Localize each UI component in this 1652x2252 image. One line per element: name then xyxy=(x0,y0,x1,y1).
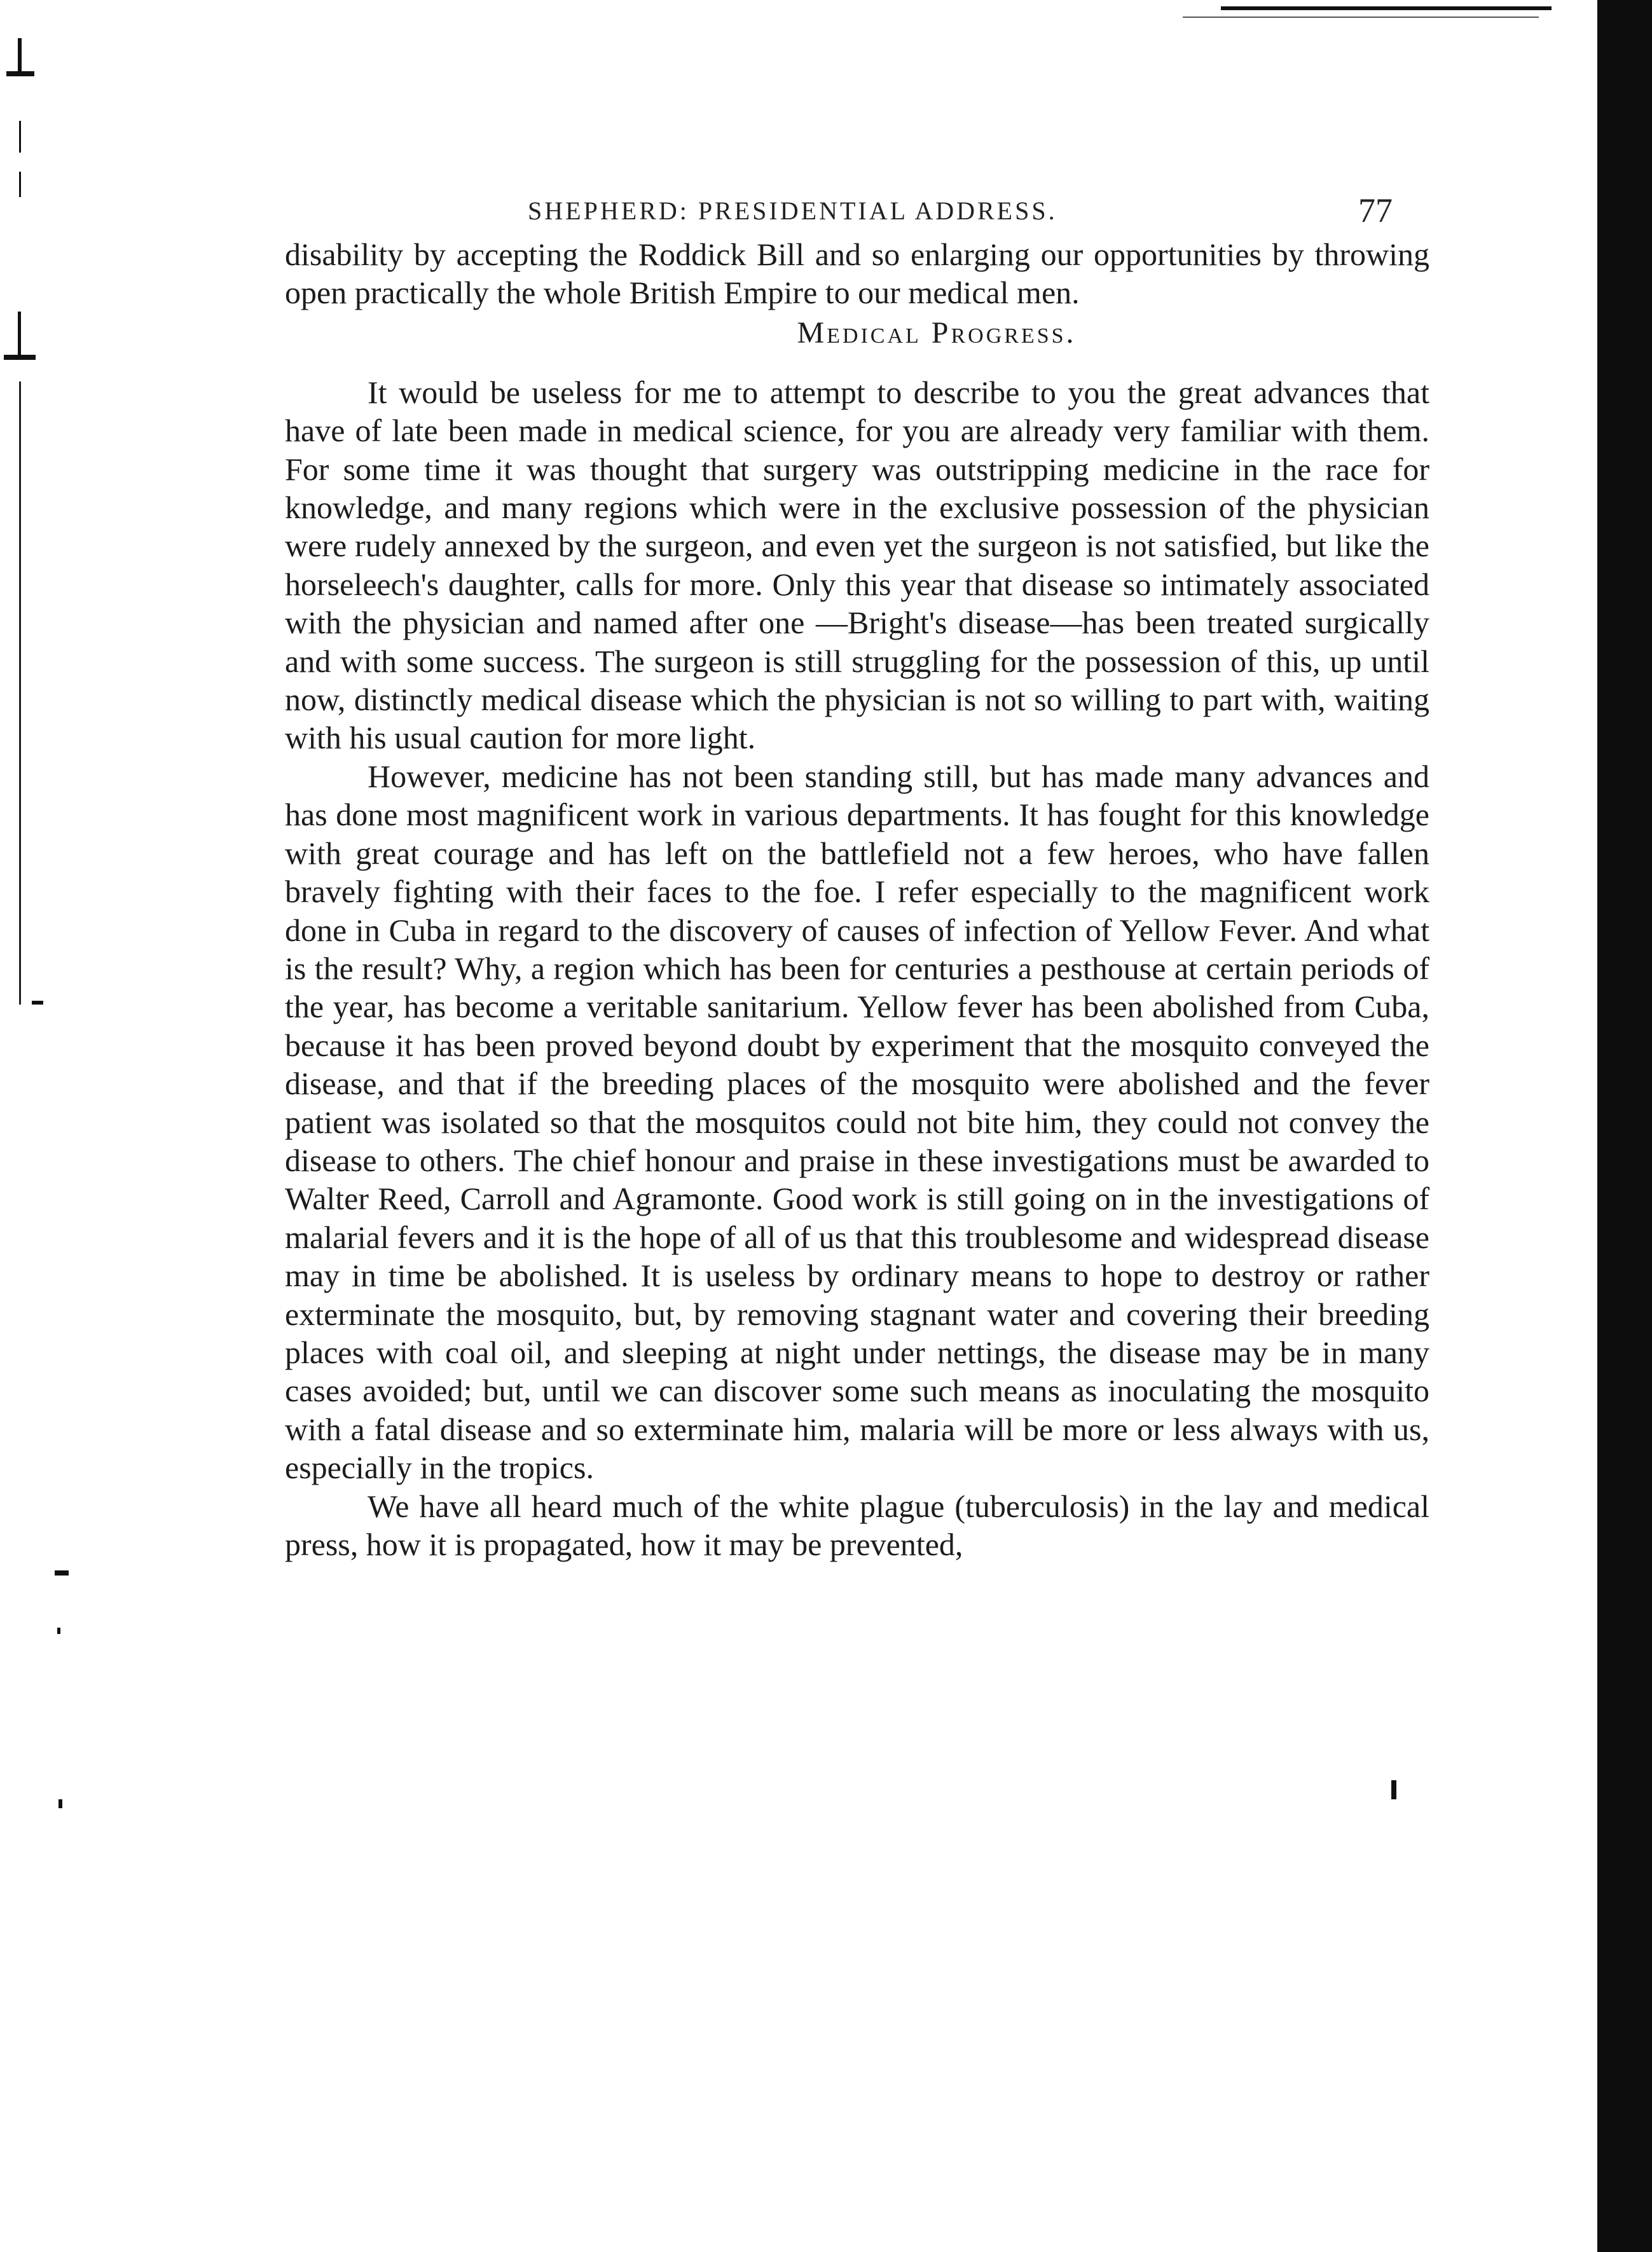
margin-mark xyxy=(4,355,36,360)
margin-mark xyxy=(19,121,21,153)
scan-edge-shadow xyxy=(1597,0,1652,2252)
running-head-title: SHEPHERD: PRESIDENTIAL ADDRESS. xyxy=(528,196,1057,225)
paragraph: However, medicine has not been standing still, but has made many advances and has done most magnificent work in various departments. It has fought for this knowledge with great courage and has left on the battlefield not a few heroes, who have fallen bravely fighting with their faces to the foe. I refer especially to the magnificent work done in Cuba in regard to the discovery of causes of infection of Yellow Fever. And what is the result? Why, a region which has been for centuries a pesthouse at certain periods of the year, has become a veritable sanitarium. Yellow fever has been abolished from Cuba, because it has been proved beyond doubt by experiment that the mosquito conveyed the disease, and that if the breeding places of the mosquito were abolished and the fever patient was isolated so that the mosquitos could not bite him, they could not convey the disease to others. The chief honour and praise in these investigations must be awarded to Walter Reed, Carroll and Agramonte. Good work is still going on in the investigations of malarial fevers and it is the hope of all of us that this troublesome and widespread disease may in time be abolished. It is useless by ordinary means to hope to destroy or rather exterminate the mosquito, but, by removing stagnant water and covering their breeding places with coal oil, and sleeping at night under nettings, the disease may be in many cases avoided; but, until we can discover some such means as inoculating the mosquito with a fatal disease and so exterminate him, malaria will be more or less always with us, especially in the tropics. xyxy=(285,758,1429,1486)
margin-mark xyxy=(18,38,22,76)
margin-mark xyxy=(59,1799,62,1808)
top-rule xyxy=(1221,6,1552,10)
margin-mark xyxy=(55,1570,69,1576)
paragraph: We have all heard much of the white plague (tuberculosis) in the lay and medical press, how it is propagated, how it may be prevented, xyxy=(285,1488,1429,1562)
margin-mark xyxy=(1391,1780,1396,1799)
margin-mark xyxy=(18,312,21,356)
margin-mark xyxy=(32,1001,43,1005)
section-heading: Medical Progress. xyxy=(797,315,1077,350)
body-text xyxy=(285,235,1429,1563)
top-rule-thin xyxy=(1183,17,1539,18)
margin-mark xyxy=(19,172,21,197)
margin-mark xyxy=(57,1628,60,1634)
paragraph: disability by accepting the Roddick Bill and so enlarging our opportunities by throwing open practically the whole British Empire to our medical men. xyxy=(285,237,1429,311)
running-head xyxy=(528,191,1393,229)
paragraph: It would be useless for me to attempt to describe to you the great advances that have of late been made in medical science, for you are already very familiar with them. For some time it was thought that surgery was outstripping medicine in the race for knowledge, and many regions which were in the exclusive possession of the physician were rudely annexed by the surgeon, and even yet the surgeon is not satisfied, but like the horseleech's daughter, calls for more. Only this year that disease so intimately associated with the physician and named after one —Bright's disease—has been treated surgically and with some success. The surgeon is still struggling for the possession of this, up until now, distinctly medical disease which the physician is not so willing to part with, waiting with his usual caution for more light. xyxy=(285,374,1429,756)
margin-mark xyxy=(6,71,34,76)
page-number: 77 xyxy=(1358,191,1393,230)
margin-mark xyxy=(19,381,21,1005)
